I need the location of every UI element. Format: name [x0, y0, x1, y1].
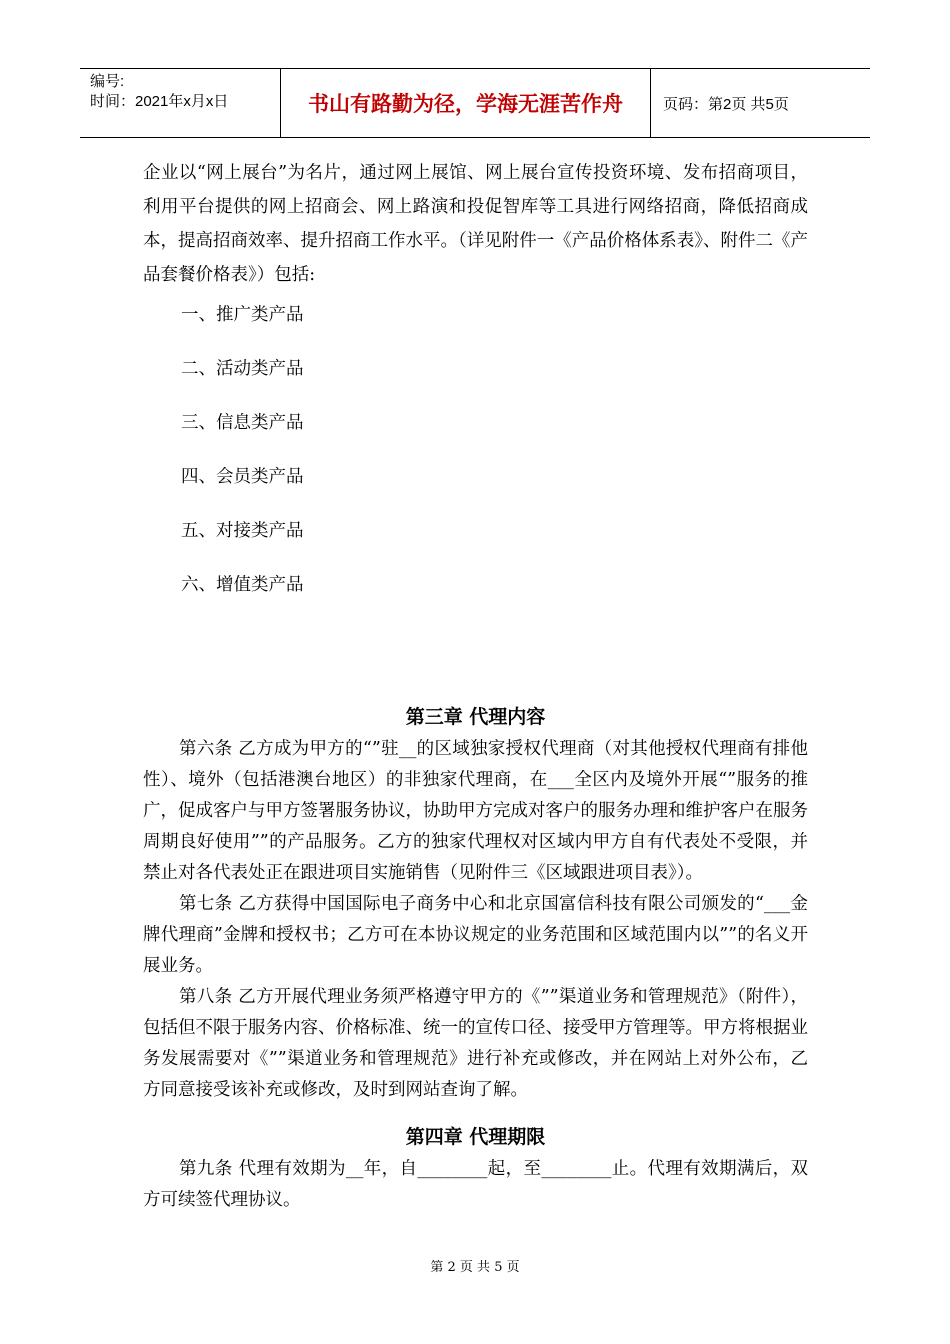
- header-page-code: 页码：第2页 共5页: [663, 95, 789, 113]
- chapter-4-title: 第四章 代理期限: [405, 1126, 546, 1148]
- page-footer: 第 2 页 共 5 页: [430, 1260, 520, 1275]
- article-8: 第八条 乙方开展代理业务须严格遵守甲方的《””渠道业务和管理规范》（附件），包括但不限于服务内容、价格标准、统一的宣传口径、接受甲方管理等。甲方将根据业务发展需要对《””渠道业务和管理规范》进行补充或修改，并在网站上对外公布，乙方同意接受该补充或修改，及时到网站查询了解。: [143, 987, 808, 1100]
- product-item: 一、推广类产品: [181, 305, 304, 325]
- article-6: 第六条 乙方成为甲方的“”驻__的区域独家授权代理商（对其他授权代理商有排他性）、境外（包括港澳台地区）的非独家代理商，在___全区内及境外开展“”服务的推广，促成客户与甲方签署服务协议，协助甲方完成对客户的服务办理和维护客户在服务周期良好使用””的产品服务。乙方的独家代理权对区域内甲方自有代表处不受限，并禁止对各代表处正在跟进项目实施销售（见附件三《区域跟进项目表》）。: [143, 739, 808, 883]
- product-item: 六、增值类产品: [181, 575, 304, 595]
- product-item: 四、会员类产品: [181, 467, 304, 487]
- document-header: [80, 68, 870, 138]
- article-7: 第七条 乙方获得中国国际电子商务中心和北京国富信科技有限公司颁发的“___金牌代理商”金牌和授权书；乙方可在本协议规定的业务范围和区域范围内以””的名义开展业务。: [143, 894, 808, 976]
- product-list: [143, 298, 808, 622]
- chapter-3-title: 第三章 代理内容: [405, 706, 546, 728]
- header-meta: [80, 69, 281, 137]
- header-motto: 书山有路勤为径，学海无涯苦作舟: [281, 69, 651, 137]
- document-body: [143, 156, 808, 1216]
- product-item: 五、对接类产品: [181, 521, 304, 541]
- product-item: 二、活动类产品: [181, 359, 304, 379]
- product-item: 三、信息类产品: [181, 413, 304, 433]
- time-label: 时间：2021年x月x日: [90, 93, 229, 110]
- chapter-4-body: [143, 1154, 808, 1216]
- number-label: 编号:: [90, 73, 125, 90]
- chapter-3-body: [143, 734, 808, 1106]
- article-9: 第九条 代理有效期为__年，自________起，至________止。代理有效期满后，双方可续签代理协议。: [143, 1159, 808, 1210]
- intro-paragraph: 企业以“网上展台”为名片，通过网上展馆、网上展台宣传投资环境、发布招商项目，利用平台提供的网上招商会、网上路演和投促智库等工具进行网络招商，降低招商成本，提高招商效率、提升招商工作水平。（详见附件一《产品价格体系表》、附件二《产品套餐价格表》）包括:: [143, 163, 808, 285]
